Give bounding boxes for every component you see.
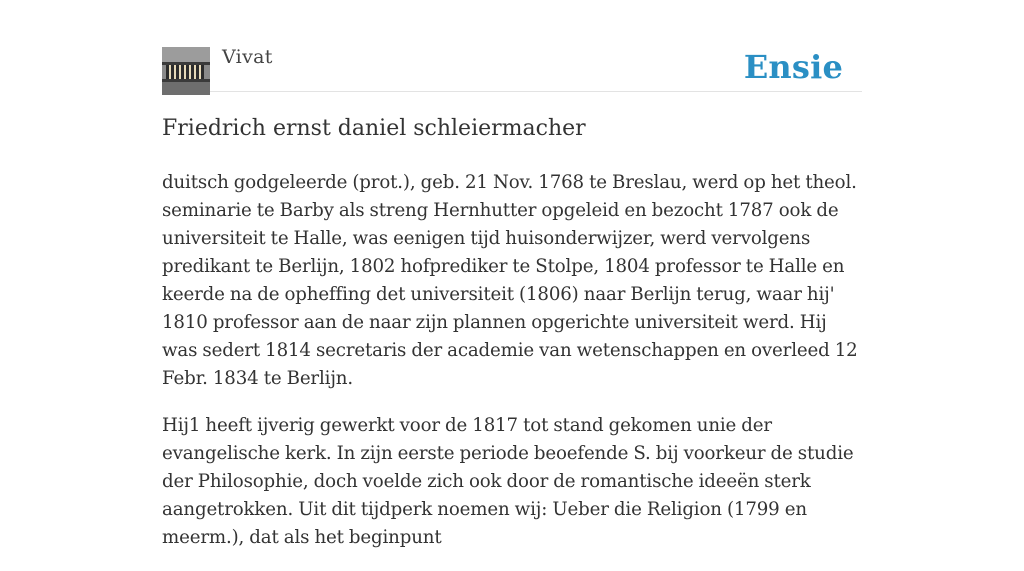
- article-body: [162, 169, 862, 571]
- bookshelf-avatar-icon: [162, 47, 210, 95]
- site-logo[interactable]: Ensie: [743, 48, 843, 86]
- article-page: [162, 0, 862, 548]
- article-paragraph: Hij1 heeft ijverig gewerkt voor de 1817 tot stand gekomen unie der evangelische kerk. In zijn eerste periode beoefende S. bij voorkeur de studie der Philosophie, doch voelde zich ook door de romantische ideeën sterk aangetrokken. Uit dit tijdperk noemen wij: Ueber die Religion (1799 en meerm.), dat als het beginpunt: [162, 415, 854, 548]
- author-avatar[interactable]: [162, 47, 210, 95]
- author-name[interactable]: Vivat: [222, 46, 273, 68]
- article-paragraph: duitsch godgeleerde (prot.), geb. 21 Nov. 1768 te Breslau, werd op het theol. seminarie te Barby als streng Hernhutter opgeleid en bezocht 1787 ook de universiteit te Halle, was eenigen tijd huisonderwijzer, werd vervolgens predikant te Berlijn, 1802 hofprediker te Stolpe, 1804 professor te Halle en keerde na de opheffing det universiteit (1806) naar Berlijn terug, waar hij' 1810 professor aan de naar zijn plannen opgerichte universiteit werd. Hij was sedert 1814 secretaris der academie van wetenschappen en overleed 12 Febr. 1834 te Berlijn.: [162, 172, 858, 389]
- header: [162, 0, 862, 92]
- article-title: Friedrich ernst daniel schleiermacher: [162, 116, 586, 141]
